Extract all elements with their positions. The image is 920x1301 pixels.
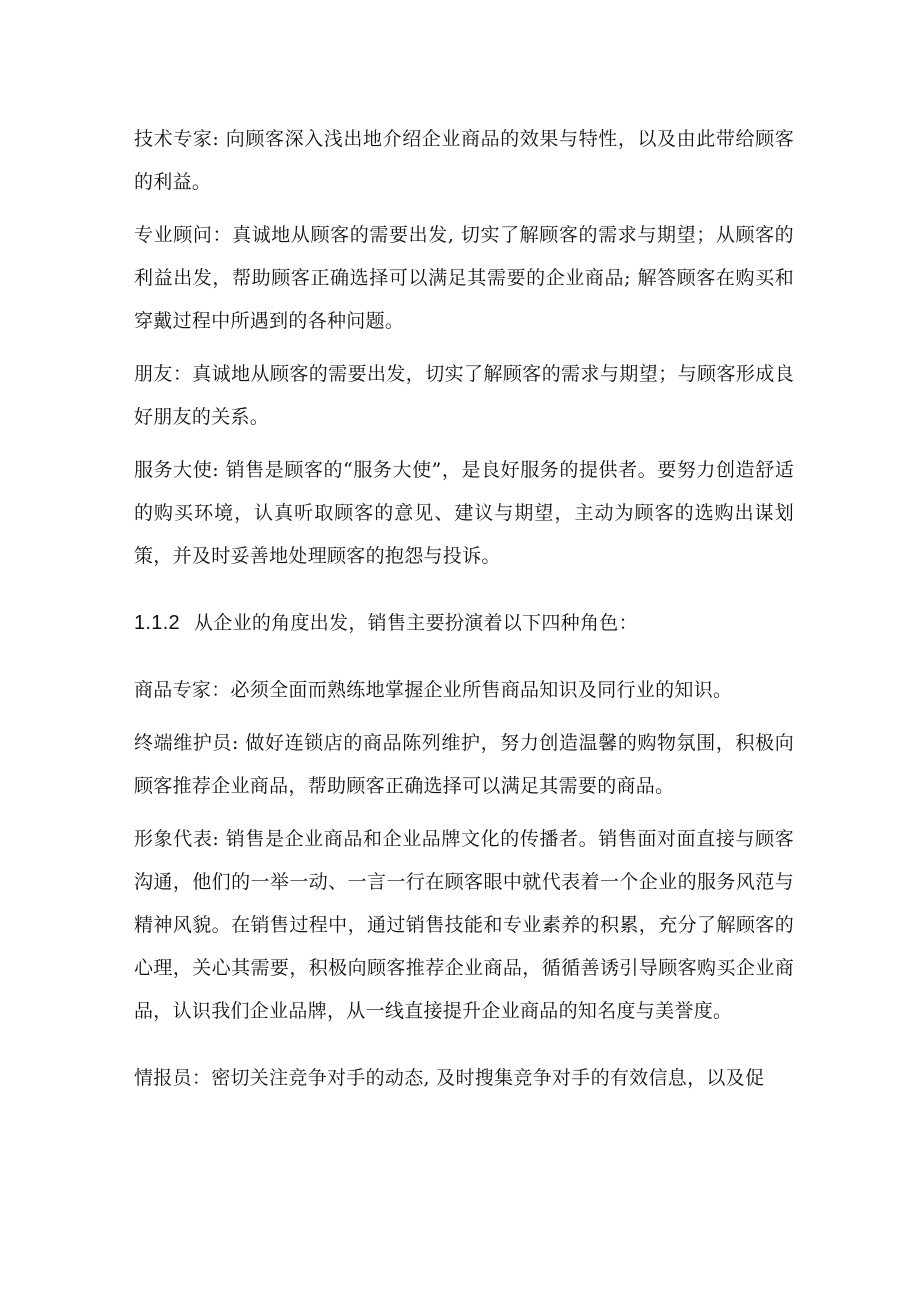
- paragraph-image-representative: 形象代表: 销售是企业商品和企业品牌文化的传播者。销售面对面直接与顾客沟通，他们的一举一动、一言一行在顾客眼中就代表着一个企业的服务风范与精神风貌。在销售过程中，通过销售技能和专业素养的积累，充分了解顾客的心理，关心其需要，积极向顾客推荐企业商品，循循善诱引导顾客购买企业商品，认识我们企业品牌，从一线直接提升企业商品的知名度与美誉度。: [134, 828, 794, 1022]
- section-heading: [134, 602, 794, 645]
- paragraph-professional-consultant: 专业顾问：真诚地从顾客的需要出发, 切实了解顾客的需求与期望；从顾客的利益出发，帮助顾客正确选择可以满足其需要的企业商品; 解答顾客在购买和穿戴过程中所遇到的各种问题。: [134, 224, 794, 332]
- paragraph-terminal-maintainer: 终端维护员: 做好连锁店的商品陈列维护，努力创造温馨的购物氛围，积极向顾客推荐企业商品，帮助顾客正确选择可以满足其需要的商品。: [134, 732, 794, 797]
- paragraph-friend: 朋友：真诚地从顾客的需要出发，切实了解顾客的需求与期望；与顾客形成良好朋友的关系。: [134, 363, 794, 428]
- paragraph-intelligence-officer: 情报员：密切关注竞争对手的动态, 及时搜集竞争对手的有效信息，以及促: [134, 1067, 765, 1089]
- paragraph-service-ambassador: 服务大使: 销售是顾客的“服务大使”，是良好服务的提供者。要努力创造舒适的购买环境，认真听取顾客的意见、建议与期望，主动为顾客的选购出谋划策，并及时妥善地处理顾客的抱怨与投诉。: [134, 459, 794, 567]
- section-title: 从企业的角度出发，销售主要扮演着以下四种角色：: [193, 612, 638, 634]
- paragraph-technical-expert: 技术专家: 向顾客深入浅出地介绍企业商品的效果与特性，以及由此带给顾客的利益。: [134, 128, 794, 193]
- paragraph-product-expert: 商品专家：必须全面而熟练地掌握企业所售商品知识及同行业的知识。: [134, 679, 733, 701]
- document-body: [134, 118, 794, 1110]
- section-number: 1.1.2: [134, 612, 180, 634]
